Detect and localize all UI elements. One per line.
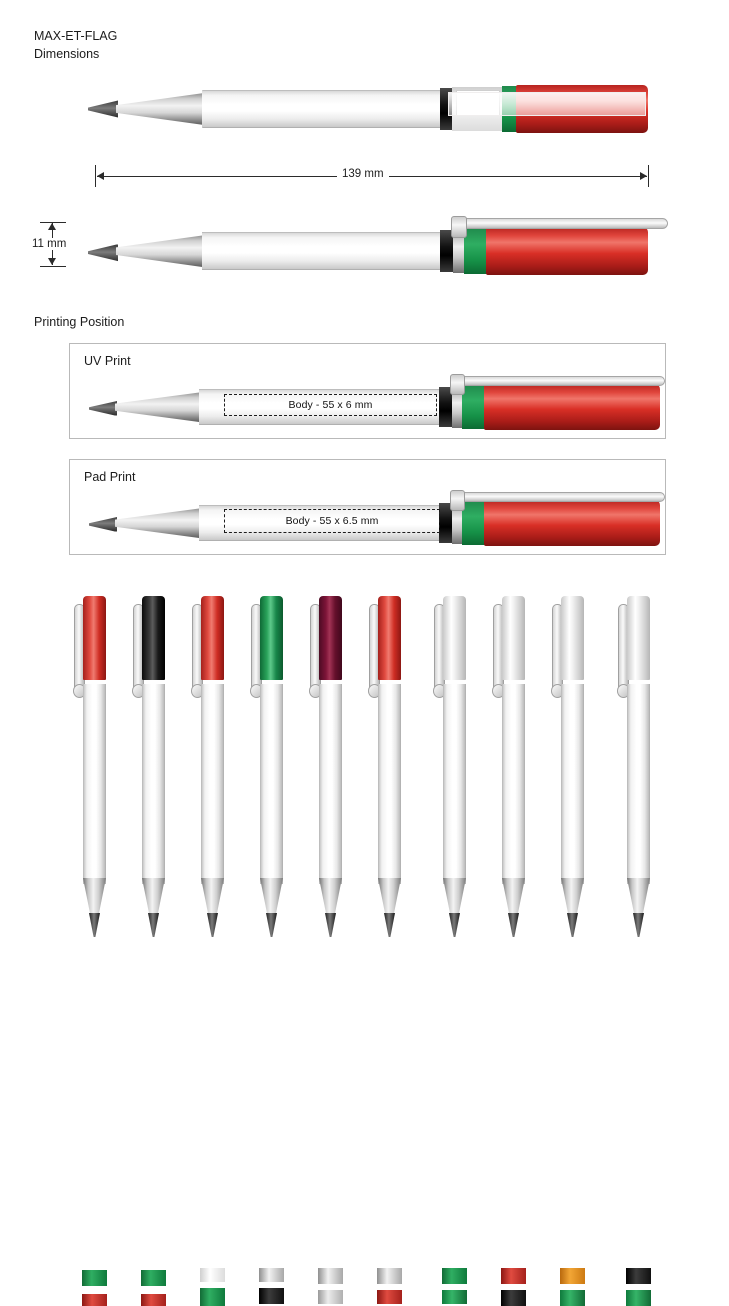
pen-clip-anchor — [451, 216, 467, 238]
pen-ring-red — [501, 1268, 526, 1284]
pen-cap — [201, 596, 224, 680]
pen-cone — [115, 508, 201, 538]
pen-preview — [89, 370, 665, 432]
pen-cap — [260, 596, 283, 680]
pen-nib-icon — [89, 517, 117, 532]
pen-ring-red — [141, 1294, 166, 1306]
pen-ring-green — [626, 1290, 651, 1306]
variant-pen-5 — [308, 588, 354, 940]
variant-pen-8 — [491, 588, 537, 940]
pen-barrel — [202, 90, 442, 128]
pen-nib-icon — [567, 913, 578, 937]
pen-side-view — [88, 208, 648, 280]
pen-ring-black — [626, 1268, 651, 1284]
pen-barrel — [443, 684, 466, 884]
variant-pen-3 — [190, 588, 236, 940]
variant-pen-10 — [616, 588, 662, 940]
pen-ring-red — [377, 1290, 402, 1304]
pen-preview — [89, 486, 665, 548]
pen-cone — [116, 235, 204, 267]
pen-nib-icon — [449, 913, 460, 937]
pen-ring-green — [462, 501, 486, 545]
pen-ring-chrome-2 — [318, 1290, 343, 1304]
pen-nib-icon — [633, 913, 644, 937]
pen-cap — [142, 596, 165, 680]
color-variants-row — [0, 588, 729, 948]
pen-clip — [455, 492, 665, 502]
pen-ring-white — [200, 1268, 225, 1282]
pen-ring-orange — [560, 1268, 585, 1284]
product-code: MAX-ET-FLAG — [34, 29, 118, 43]
width-tick-bottom — [40, 266, 66, 267]
print-area-pad: Body - 55 x 6.5 mm — [224, 509, 440, 533]
print-box-pad — [69, 459, 666, 555]
pen-ring-green — [442, 1268, 467, 1284]
pen-cap — [502, 596, 525, 680]
pen-ring-chrome — [377, 1268, 402, 1284]
pen-cap — [83, 596, 106, 680]
width-dimension-label: 11 mm — [27, 238, 71, 250]
pen-nib-icon — [207, 913, 218, 937]
variant-pen-7 — [432, 588, 478, 940]
pen-ring-green — [462, 385, 486, 429]
pen-ring-green — [82, 1270, 107, 1286]
pen-cap — [627, 596, 650, 680]
pen-cap — [443, 596, 466, 680]
print-box-title: UV Print — [84, 354, 131, 368]
pen-ring-chrome — [259, 1268, 284, 1282]
pen-ring-green — [560, 1290, 585, 1306]
pen-nib-icon — [89, 401, 117, 416]
pen-nib-icon — [88, 244, 118, 261]
pen-ring-black — [501, 1290, 526, 1306]
page-title — [34, 27, 117, 63]
pen-cap-red — [486, 227, 648, 275]
print-box-uv — [69, 343, 666, 439]
pen-barrel — [378, 684, 401, 884]
pen-barrel — [561, 684, 584, 884]
pen-cap-red — [484, 384, 660, 430]
pen-barrel — [83, 684, 106, 884]
pen-nib-icon — [384, 913, 395, 937]
variant-pen-6 — [367, 588, 413, 940]
pen-barrel — [627, 684, 650, 884]
pen-clip — [456, 218, 668, 229]
pen-nib-icon — [88, 101, 118, 118]
pen-ring-green — [200, 1288, 225, 1306]
variant-pen-4 — [249, 588, 295, 940]
dimensions-subtitle: Dimensions — [34, 47, 100, 61]
pen-nib-icon — [325, 913, 336, 937]
pen-cap — [319, 596, 342, 680]
pen-ring-red — [82, 1294, 107, 1306]
variant-pen-9 — [550, 588, 596, 940]
pen-ring-green-2 — [442, 1290, 467, 1304]
pen-barrel — [201, 684, 224, 884]
length-dimension-label: 139 mm — [337, 168, 389, 180]
pen-nib-icon — [148, 913, 159, 937]
pen-ring-green — [464, 228, 488, 274]
pen-barrel — [260, 684, 283, 884]
print-area-uv: Body - 55 x 6 mm — [224, 394, 437, 416]
variant-pen-2 — [131, 588, 177, 940]
pen-nib-icon — [266, 913, 277, 937]
pen-barrel — [202, 232, 442, 270]
variant-pen-1 — [72, 588, 118, 940]
pen-clip-anchor — [450, 374, 465, 395]
pen-cap-red — [484, 500, 660, 546]
pen-barrel — [319, 684, 342, 884]
pen-clip-anchor — [450, 490, 465, 511]
length-tick-right — [648, 165, 649, 187]
printing-position-label: Printing Position — [34, 315, 125, 329]
pen-barrel — [142, 684, 165, 884]
pen-nib-icon — [508, 913, 519, 937]
pen-top-view — [88, 78, 648, 140]
pen-barrel — [502, 684, 525, 884]
pen-ring-green — [141, 1270, 166, 1286]
pen-ring-black — [259, 1288, 284, 1304]
pen-cone — [116, 93, 204, 125]
pen-cap — [378, 596, 401, 680]
pen-cap-plate — [448, 92, 646, 116]
pen-clip — [455, 376, 665, 386]
length-tick-left — [95, 165, 96, 187]
print-box-title: Pad Print — [84, 470, 136, 484]
pen-nib-icon — [89, 913, 100, 937]
pen-cone — [115, 392, 201, 422]
pen-ring-chrome — [318, 1268, 343, 1284]
pen-cap — [561, 596, 584, 680]
